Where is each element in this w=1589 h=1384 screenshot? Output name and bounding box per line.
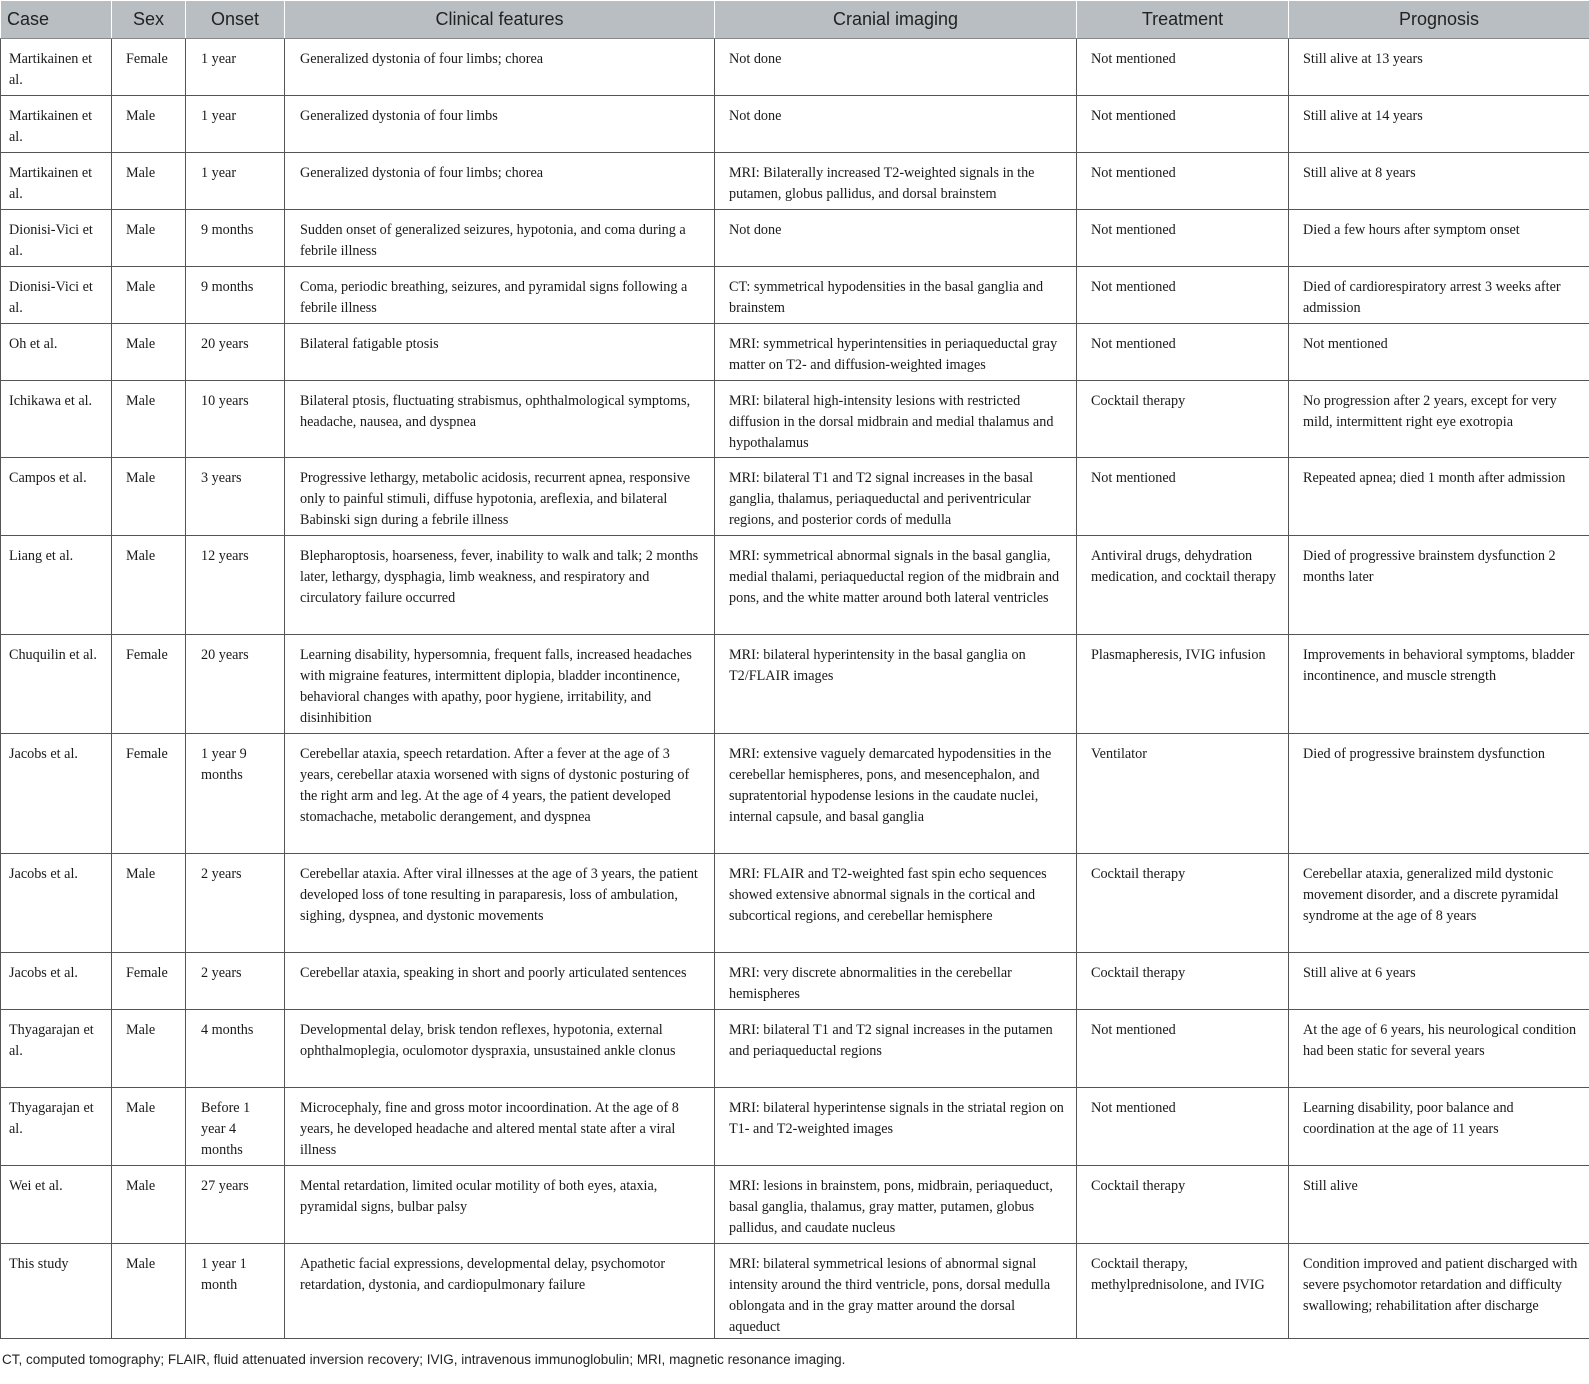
table-row — [1, 381, 1589, 458]
cell-onset: 4 months — [186, 1010, 285, 1088]
cell-case: Jacobs et al. — [1, 854, 112, 953]
table-row — [1, 1244, 1589, 1339]
cell-onset: 20 years — [186, 324, 285, 381]
cell-clinical-features: Apathetic facial expressions, developmental delay, psychomotor retardation, dystonia, and cardiopulmonary failure — [285, 1244, 715, 1339]
cell-prognosis: Still alive at 8 years — [1289, 153, 1589, 210]
cell-cranial-imaging: MRI: bilateral T1 and T2 signal increases in the putamen and periaqueductal regions — [715, 1010, 1077, 1088]
cell-sex: Male — [112, 96, 186, 153]
cell-treatment: Cocktail therapy — [1077, 854, 1289, 953]
cell-treatment: Not mentioned — [1077, 324, 1289, 381]
header-case: Case — [1, 1, 112, 39]
table-row — [1, 734, 1589, 854]
table-row — [1, 267, 1589, 324]
cell-onset: 20 years — [186, 635, 285, 734]
cell-prognosis: Still alive at 14 years — [1289, 96, 1589, 153]
cell-sex: Female — [112, 953, 186, 1010]
cell-prognosis: Still alive at 6 years — [1289, 953, 1589, 1010]
cell-onset: 12 years — [186, 536, 285, 635]
table-row — [1, 953, 1589, 1010]
cell-clinical-features: Generalized dystonia of four limbs — [285, 96, 715, 153]
cell-case: Martikainen et al. — [1, 153, 112, 210]
cell-cranial-imaging: MRI: symmetrical hyperintensities in periaqueductal gray matter on T2- and diffusion-weighted images — [715, 324, 1077, 381]
header-row — [1, 1, 1589, 39]
cell-cranial-imaging: MRI: bilateral high-intensity lesions with restricted diffusion in the dorsal midbrain and medial thalamus and hypothalamus — [715, 381, 1077, 458]
cell-cranial-imaging: MRI: symmetrical abnormal signals in the basal ganglia, medial thalami, periaqueductal region of the midbrain and pons, and the white matter around both lateral ventricles — [715, 536, 1077, 635]
cell-clinical-features: Progressive lethargy, metabolic acidosis, recurrent apnea, responsive only to painful stimuli, diffuse hypotonia, areflexia, and bilateral Babinski sign during a febrile illness — [285, 458, 715, 536]
header-prognosis: Prognosis — [1289, 1, 1589, 39]
cell-case: Chuquilin et al. — [1, 635, 112, 734]
cell-cranial-imaging: Not done — [715, 39, 1077, 96]
cell-clinical-features: Cerebellar ataxia. After viral illnesses at the age of 3 years, the patient developed loss of tone resulting in paraparesis, loss of ambulation, sighing, dyspnea, and dystonic movements — [285, 854, 715, 953]
cell-sex: Male — [112, 1088, 186, 1166]
cell-cranial-imaging: MRI: Bilaterally increased T2-weighted signals in the putamen, globus pallidus, and dorsal brainstem — [715, 153, 1077, 210]
cell-case: Jacobs et al. — [1, 953, 112, 1010]
table-row — [1, 536, 1589, 635]
cell-treatment: Plasmapheresis, IVIG infusion — [1077, 635, 1289, 734]
cell-onset: 2 years — [186, 953, 285, 1010]
cell-cranial-imaging: MRI: very discrete abnormalities in the cerebellar hemispheres — [715, 953, 1077, 1010]
cell-cranial-imaging: MRI: bilateral hyperintense signals in the striatal region on T1- and T2-weighted images — [715, 1088, 1077, 1166]
cell-clinical-features: Cerebellar ataxia, speaking in short and poorly articulated sentences — [285, 953, 715, 1010]
cell-cranial-imaging: MRI: bilateral T1 and T2 signal increases in the basal ganglia, thalamus, periaqueductal and periventricular regions, and posterior cords of medulla — [715, 458, 1077, 536]
cell-prognosis: No progression after 2 years, except for very mild, intermittent right eye exotropia — [1289, 381, 1589, 458]
cell-prognosis: At the age of 6 years, his neurological condition had been static for several years — [1289, 1010, 1589, 1088]
cell-clinical-features: Developmental delay, brisk tendon reflexes, hypotonia, external ophthalmoplegia, oculomotor dyspraxia, unsustained ankle clonus — [285, 1010, 715, 1088]
cell-cranial-imaging: MRI: bilateral symmetrical lesions of abnormal signal intensity around the third ventricle, pons, dorsal medulla oblongata and in the gray matter around the dorsal aqueduct — [715, 1244, 1077, 1339]
cell-clinical-features: Blepharoptosis, hoarseness, fever, inability to walk and talk; 2 months later, lethargy, dysphagia, limb weakness, and respiratory and circulatory failure occurred — [285, 536, 715, 635]
cell-case: Ichikawa et al. — [1, 381, 112, 458]
header-clinical-features: Clinical features — [285, 1, 715, 39]
table-row — [1, 458, 1589, 536]
cell-sex: Male — [112, 536, 186, 635]
header-cranial-imaging: Cranial imaging — [715, 1, 1077, 39]
cell-treatment: Cocktail therapy — [1077, 953, 1289, 1010]
cell-onset: 1 year 1 month — [186, 1244, 285, 1339]
cell-case: Dionisi-Vici et al. — [1, 210, 112, 267]
cell-sex: Male — [112, 153, 186, 210]
cell-clinical-features: Sudden onset of generalized seizures, hypotonia, and coma during a febrile illness — [285, 210, 715, 267]
cell-onset: 3 years — [186, 458, 285, 536]
cell-sex: Female — [112, 39, 186, 96]
cell-prognosis: Died of progressive brainstem dysfunction 2 months later — [1289, 536, 1589, 635]
cell-treatment: Antiviral drugs, dehydration medication, and cocktail therapy — [1077, 536, 1289, 635]
cell-onset: 1 year 9 months — [186, 734, 285, 854]
cell-cranial-imaging: MRI: extensive vaguely demarcated hypodensities in the cerebellar hemispheres, pons, and mesencephalon, and supratentorial hypodense lesions in the caudate nuclei, internal capsule, and basal ganglia — [715, 734, 1077, 854]
cell-cranial-imaging: Not done — [715, 210, 1077, 267]
cell-treatment: Ventilator — [1077, 734, 1289, 854]
cell-onset: 10 years — [186, 381, 285, 458]
cell-onset: 27 years — [186, 1166, 285, 1244]
cell-clinical-features: Microcephaly, fine and gross motor incoordination. At the age of 8 years, he developed headache and altered mental state after a viral illness — [285, 1088, 715, 1166]
cell-clinical-features: Generalized dystonia of four limbs; chorea — [285, 153, 715, 210]
cell-treatment: Not mentioned — [1077, 458, 1289, 536]
cell-case: Liang et al. — [1, 536, 112, 635]
cell-case: Thyagarajan et al. — [1, 1010, 112, 1088]
table-row — [1, 210, 1589, 267]
cell-sex: Male — [112, 381, 186, 458]
cell-clinical-features: Mental retardation, limited ocular motility of both eyes, ataxia, pyramidal signs, bulbar palsy — [285, 1166, 715, 1244]
header-sex: Sex — [112, 1, 186, 39]
table-row — [1, 1166, 1589, 1244]
cell-onset: 2 years — [186, 854, 285, 953]
cell-onset: 9 months — [186, 267, 285, 324]
header-onset: Onset — [186, 1, 285, 39]
cell-prognosis: Not mentioned — [1289, 324, 1589, 381]
cell-onset: Before 1 year 4 months — [186, 1088, 285, 1166]
cell-cranial-imaging: MRI: lesions in brainstem, pons, midbrain, periaqueduct, basal ganglia, thalamus, gray matter, putamen, globus pallidus, and caudate nucleus — [715, 1166, 1077, 1244]
cell-treatment: Cocktail therapy — [1077, 381, 1289, 458]
cell-prognosis: Died a few hours after symptom onset — [1289, 210, 1589, 267]
cell-treatment: Not mentioned — [1077, 1010, 1289, 1088]
cell-treatment: Cocktail therapy — [1077, 1166, 1289, 1244]
cell-clinical-features: Coma, periodic breathing, seizures, and pyramidal signs following a febrile illness — [285, 267, 715, 324]
table-row — [1, 324, 1589, 381]
cell-prognosis: Cerebellar ataxia, generalized mild dystonic movement disorder, and a discrete pyramidal syndrome at the age of 8 years — [1289, 854, 1589, 953]
cell-sex: Female — [112, 734, 186, 854]
cell-case: This study — [1, 1244, 112, 1339]
table-row — [1, 1088, 1589, 1166]
cell-case: Martikainen et al. — [1, 96, 112, 153]
table-row — [1, 96, 1589, 153]
cell-treatment: Cocktail therapy, methylprednisolone, and IVIG — [1077, 1244, 1289, 1339]
cell-treatment: Not mentioned — [1077, 153, 1289, 210]
cell-case: Campos et al. — [1, 458, 112, 536]
table-row — [1, 1010, 1589, 1088]
cell-cranial-imaging: MRI: FLAIR and T2-weighted fast spin echo sequences showed extensive abnormal signals in the cortical and subcortical regions, and cerebellar hemisphere — [715, 854, 1077, 953]
cell-treatment: Not mentioned — [1077, 210, 1289, 267]
cell-sex: Male — [112, 1244, 186, 1339]
table-footnote: CT, computed tomography; FLAIR, fluid attenuated inversion recovery; IVIG, intravenous immunoglobulin; MRI, magnetic resonance imaging. — [2, 1352, 846, 1367]
cell-cranial-imaging: CT: symmetrical hypodensities in the basal ganglia and brainstem — [715, 267, 1077, 324]
cell-treatment: Not mentioned — [1077, 96, 1289, 153]
cell-sex: Male — [112, 1010, 186, 1088]
cell-prognosis: Improvements in behavioral symptoms, bladder incontinence, and muscle strength — [1289, 635, 1589, 734]
cell-prognosis: Repeated apnea; died 1 month after admission — [1289, 458, 1589, 536]
cell-sex: Male — [112, 324, 186, 381]
table-body — [1, 39, 1589, 1339]
cell-prognosis: Died of cardiorespiratory arrest 3 weeks after admission — [1289, 267, 1589, 324]
cell-case: Dionisi-Vici et al. — [1, 267, 112, 324]
table-row — [1, 153, 1589, 210]
cell-cranial-imaging: Not done — [715, 96, 1077, 153]
cell-onset: 9 months — [186, 210, 285, 267]
cell-treatment: Not mentioned — [1077, 39, 1289, 96]
cell-onset: 1 year — [186, 39, 285, 96]
cell-case: Thyagarajan et al. — [1, 1088, 112, 1166]
cell-sex: Male — [112, 1166, 186, 1244]
table-row — [1, 39, 1589, 96]
cell-case: Oh et al. — [1, 324, 112, 381]
cell-treatment: Not mentioned — [1077, 1088, 1289, 1166]
cell-sex: Male — [112, 458, 186, 536]
cell-case: Jacobs et al. — [1, 734, 112, 854]
cell-prognosis: Died of progressive brainstem dysfunction — [1289, 734, 1589, 854]
cell-clinical-features: Generalized dystonia of four limbs; chorea — [285, 39, 715, 96]
cell-clinical-features: Learning disability, hypersomnia, frequent falls, increased headaches with migraine features, intermittent diplopia, bladder incontinence, behavioral changes with apathy, poor hygiene, irritability, and disinhibition — [285, 635, 715, 734]
cell-prognosis: Still alive — [1289, 1166, 1589, 1244]
cell-case: Martikainen et al. — [1, 39, 112, 96]
cell-prognosis: Still alive at 13 years — [1289, 39, 1589, 96]
cell-sex: Male — [112, 267, 186, 324]
cell-clinical-features: Bilateral ptosis, fluctuating strabismus, ophthalmological symptoms, headache, nausea, and dyspnea — [285, 381, 715, 458]
cell-case: Wei et al. — [1, 1166, 112, 1244]
cell-treatment: Not mentioned — [1077, 267, 1289, 324]
cell-onset: 1 year — [186, 153, 285, 210]
cell-sex: Male — [112, 854, 186, 953]
table-row — [1, 854, 1589, 953]
cell-onset: 1 year — [186, 96, 285, 153]
cell-prognosis: Learning disability, poor balance and coordination at the age of 11 years — [1289, 1088, 1589, 1166]
cell-sex: Male — [112, 210, 186, 267]
cell-cranial-imaging: MRI: bilateral hyperintensity in the basal ganglia on T2/FLAIR images — [715, 635, 1077, 734]
table-row — [1, 635, 1589, 734]
cell-sex: Female — [112, 635, 186, 734]
header-treatment: Treatment — [1077, 1, 1289, 39]
cell-prognosis: Condition improved and patient discharged with severe psychomotor retardation and difficulty swallowing; rehabilitation after discharge — [1289, 1244, 1589, 1339]
cell-clinical-features: Cerebellar ataxia, speech retardation. After a fever at the age of 3 years, cerebellar ataxia worsened with signs of dystonic posturing of the right arm and leg. At the age of 4 years, the patient developed stomachache, metabolic derangement, and dyspnea — [285, 734, 715, 854]
cell-clinical-features: Bilateral fatigable ptosis — [285, 324, 715, 381]
